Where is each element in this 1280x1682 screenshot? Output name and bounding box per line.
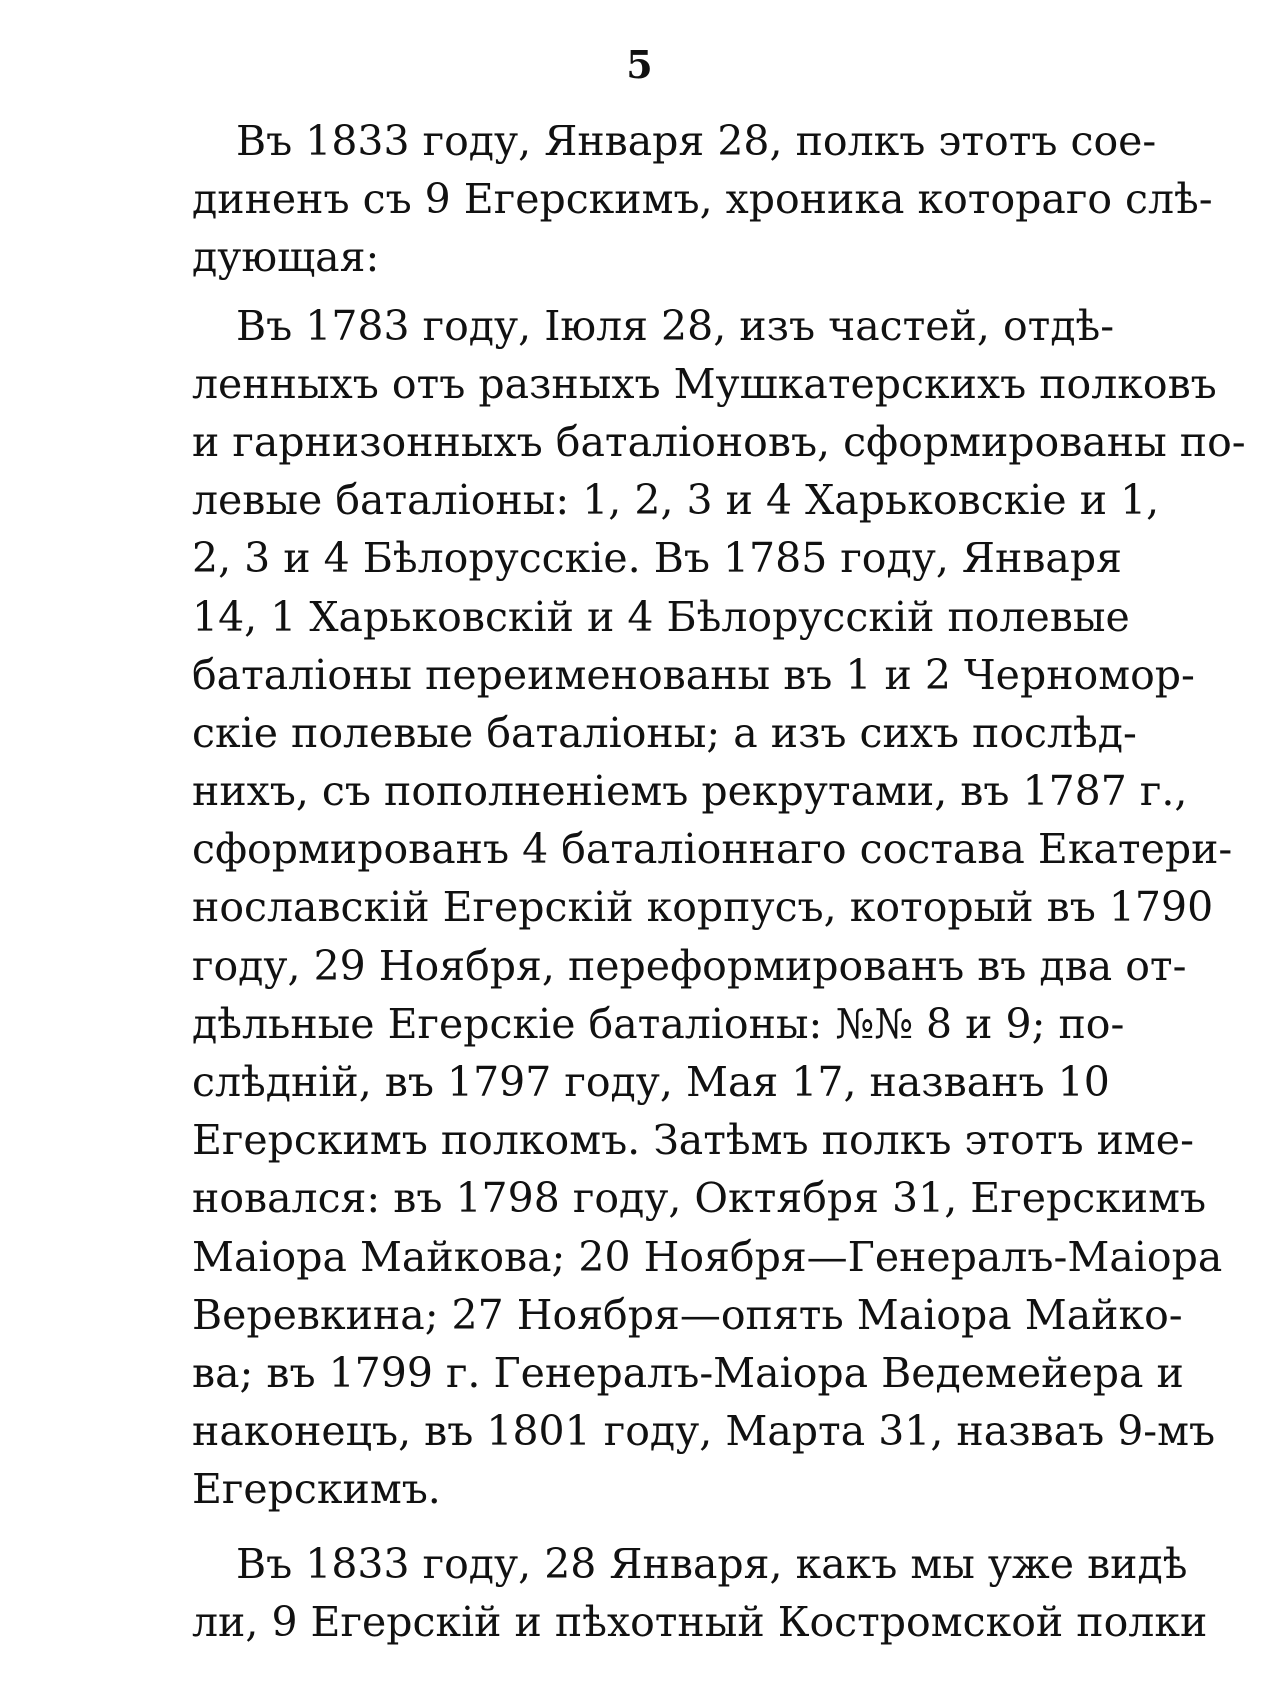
text-line: дующая: — [192, 233, 380, 282]
text-line: Въ 1783 году, Іюля 28, изъ частей, отдѣ- — [236, 301, 1115, 350]
text-line: году, 29 Ноября, переформированъ въ два от- — [192, 941, 1187, 990]
paragraph-1 — [192, 112, 1213, 287]
text-line: Егерскимъ полкомъ. Затѣмъ полкъ этотъ име- — [192, 1116, 1194, 1165]
text-line: новался: въ 1798 году, Октября 31, Егерскимъ — [192, 1174, 1207, 1223]
text-line: наконецъ, въ 1801 году, Марта 31, назвaъ 9-мъ — [192, 1407, 1216, 1456]
text-line: Егерскимъ. — [192, 1465, 441, 1514]
text-line: сформированъ 4 баталіоннаго состава Екатери- — [192, 825, 1233, 874]
text-line: и гарнизонныхъ баталіоновъ, сформированы по- — [192, 417, 1246, 466]
text-line: Въ 1833 году, Января 28, полкъ этотъ сое- — [236, 117, 1157, 165]
page-number: 5 — [626, 42, 654, 87]
page-body — [192, 112, 1246, 1651]
paragraph-2 — [192, 297, 1246, 1519]
text-line: нихъ, съ пополненіемъ рекрутами, въ 1787 г., — [192, 767, 1188, 816]
text-line: диненъ съ 9 Егерскимъ, хроника котораго слѣ- — [192, 175, 1213, 224]
text-line: нославскій Егерскій корпусъ, который въ 1790 — [192, 883, 1214, 932]
text-line: Маіора Майкова; 20 Ноября—Генералъ-Маіора — [192, 1232, 1223, 1281]
text-line: скіе полевые баталіоны; а изъ сихъ послѣд- — [192, 708, 1137, 757]
text-line: ва; въ 1799 г. Генералъ-Маіора Ведемейера и — [192, 1348, 1184, 1397]
text-line: Веревкина; 27 Ноября—опять Маіора Майко- — [192, 1290, 1183, 1339]
text-line: баталіоны переименованы въ 1 и 2 Черномор- — [192, 650, 1195, 699]
text-line: Въ 1833 году, 28 Января, какъ мы уже видѣ — [236, 1539, 1188, 1588]
text-line: 14, 1 Харьковскій и 4 Бѣлорусскій полевые — [192, 592, 1130, 641]
text-line: левые баталіоны: 1, 2, 3 и 4 Харьковскіе и 1, — [192, 476, 1160, 525]
text-line: 2, 3 и 4 Бѣлорусскіе. Въ 1785 году, Января — [192, 534, 1122, 583]
text-line: ленныхъ отъ разныхъ Мушкатерскихъ полковъ — [192, 359, 1217, 408]
text-line: слѣдній, въ 1797 году, Мая 17, названъ 10 — [192, 1058, 1110, 1106]
paragraph-3 — [192, 1535, 1208, 1651]
text-line: ли, 9 Егерскій и пѣхотный Костромской полки — [192, 1597, 1208, 1646]
text-line: дѣльные Егерскіе баталіоны: №№ 8 и 9; по- — [192, 999, 1125, 1048]
